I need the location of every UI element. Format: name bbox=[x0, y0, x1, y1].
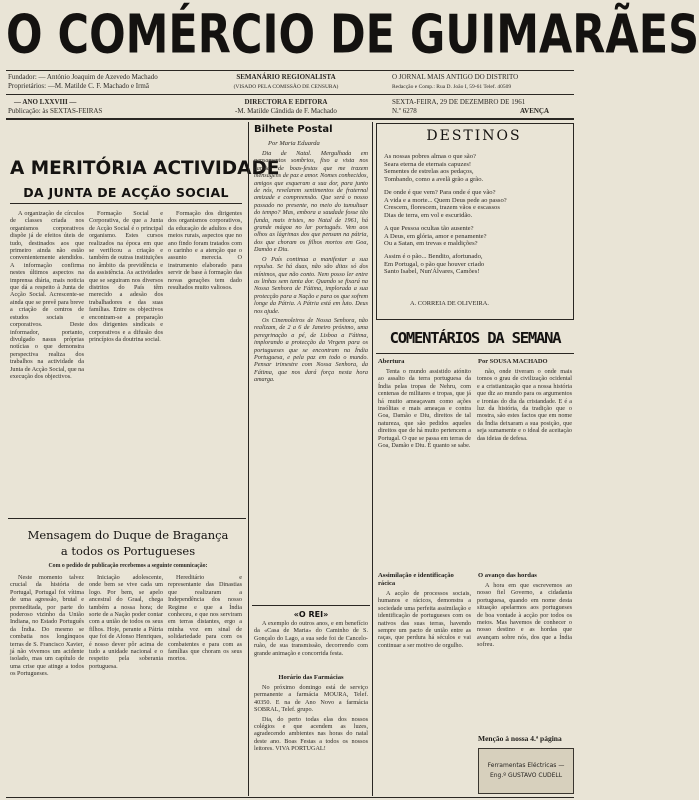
destinos-stanza-3: A que Pessoa ocultas tão ausente? A Deus, em glória, amor e penamente? Ou a Satan, em trevas e maldições? bbox=[384, 225, 487, 248]
price-label: AVENÇA bbox=[520, 107, 550, 115]
page-bottom-rule bbox=[6, 797, 574, 798]
destinos-signature: A. CORREIA DE OLIVEIRA. bbox=[410, 300, 489, 307]
comentarios-title: COMENTÁRIOS DA SEMANA bbox=[389, 329, 561, 347]
orei-title: «O REI» bbox=[293, 610, 329, 619]
published-label: Publicação: às SEXTAS-FEIRAS bbox=[8, 107, 103, 115]
main-article-end-rule bbox=[8, 518, 246, 519]
censorship-label: (VISADO PELA COMISSÃO DE CENSURA) bbox=[233, 84, 339, 90]
owners-line: Proprietários: —M. Matilde C. F. Machado e Irmã bbox=[8, 82, 149, 90]
column-divider-1 bbox=[248, 122, 249, 796]
info-rule bbox=[6, 94, 574, 95]
comentarios-col2b: A hora em que escrevemos ao nosso fiel Governo, a cidadania portuguesa, quando em nome desta situação apelarmos aos portugueses de boa vontade à acção por todos os meios. Mas havemos de conhecer o nosso destino e as hordas que avançam sobre nós, dos que a Índia sofreu. bbox=[477, 582, 572, 649]
destinos-stanza-1: As nossas pobres almas o que são? Seara eterna de eternais capuzes! Sementes de estrelas aos pedaços, Tombando, como a avelã grão a grão. bbox=[384, 153, 484, 184]
advert-text: Ferramentas Eléctricas — Eng.º GUSTAVO CUDELL bbox=[487, 762, 565, 779]
oldest-label: O JORNAL MAIS ANTIGO DO DISTRITO bbox=[392, 73, 519, 81]
duke-lead: Com o pedido de publicação recebemos a seguinte comunicação: bbox=[48, 563, 208, 569]
founder-line: Fundador: — António Joaquim de Azevedo Machado bbox=[8, 73, 158, 81]
issue-number: N.º 6278 bbox=[392, 107, 417, 115]
newspaper-title: O COMÉRCIO DE GUIMARÃES bbox=[6, 3, 699, 67]
comentarios-col1b: A acção de processos sociais, humanos e rácicos, demonstra a sociedade uma perfeita assimilação e identificação de portugueses com os nativos das suas terras, havendo sempre um pacto de união entre as raças, que perdura há séculos e vai continuar a ser motivo de orgulho. bbox=[378, 590, 471, 649]
duke-headline-line1: Mensagem do Duque de Bragança bbox=[27, 528, 229, 542]
weekly-label: SEMANÁRIO REGIONALISTA bbox=[236, 73, 336, 81]
comentarios-rule bbox=[376, 353, 574, 354]
comentarios-section-abertura: Abertura bbox=[378, 358, 405, 365]
main-article-col3: Formação dos dirigentes dos organismos corporativos, da educação de adultos e dos meios rurais, aspectos que no ano findo foram tratados com o carinho e a atenção que o assunto merecia. O instrumento elaborado para servir de base à formação das novas gerações tem dado resultados muito valiosos. bbox=[168, 210, 242, 292]
duke-headline-line2: a todos os Portugueses bbox=[60, 544, 196, 558]
masthead-rule bbox=[6, 70, 574, 71]
comentarios-byline: Por SOUSA MACHADO bbox=[478, 358, 548, 365]
main-headline-rule bbox=[10, 203, 242, 204]
duke-article-col2: Iniciação adolescente, onde bem se vive cada um logo. Por bem, se apelo ancestral do Graal, chega também a nossa hora; de sorte de a Nação poder contar com a união de todos os seus filhos. Hoje, perante a Pátria que foi de Afonso Henriques, é nosso dever pôr acima de tudo a unidade nacional e o respeito pela soberania portuguesa. bbox=[89, 574, 163, 670]
duke-article-col1: Neste momento talvez crucial da história de Portugal, Portugal foi vítima de uma agressão, brutal e premeditada, por parte do poderoso vizinho da União Indiana, no Estado Português da Índia. Do mesmo se combatia nos longínquos terras de S. Francisco Xavier, já não vivemos um acidente isolado, mas um capítulo de uma crise que atinge a todos os Portugueses. bbox=[10, 574, 84, 678]
comentarios-section-assimilacao: Assimilação e identificação rácica bbox=[378, 572, 454, 587]
main-headline: A MERITÓRIA ACTIVIDADE bbox=[10, 158, 280, 179]
director-name: -M. Matilde Cândida de F. Machado bbox=[235, 107, 337, 115]
advert-box bbox=[478, 748, 574, 794]
comentarios-col2: não, onde tiveram o onde mais tomos o grau de civilização ocidental e a cristianização que a nossa história que diz ao mundo para os argumentos e ironias do dia da cristandade. E é a luz da história, da tradição que o mostra, são estes factos que em nome da Índia deixaram a sua posição, que seja sumamente e o ideal de aceitação das ideias de defesa. bbox=[477, 368, 572, 442]
farmacia-title: Horário das Farmácias bbox=[278, 674, 344, 681]
bilhete-byline: Por Maria Eduarda bbox=[268, 140, 320, 147]
destinos-title: DESTINOS bbox=[426, 128, 522, 144]
comentarios-section-avanco: O avanço das hordas bbox=[478, 572, 537, 579]
year-label: — ANO LXXVIII — bbox=[14, 98, 77, 106]
bilhete-title: Bilhete Postal bbox=[254, 124, 333, 135]
issue-date: SEXTA-FEIRA, 29 DE DEZEMBRO DE 1961 bbox=[392, 98, 526, 106]
bilhete-text: Dia de Natal. Mergulhada em pensamentos sombrios, fixo a vista nos cartões de boas-festas que me trazem mensagens de paz e amor. Nomes conhecidos, amigos que esqueram a sua dor, para junto de nós, revelarem sentimentos de fraternal amizade e compreensão. Que será o nosso passado no presente, no meio do tumultuar do tempo? Mas, embora a saudade fosse tão funda, mais tristes, no Natal de 1961, há grande mágoa no lar português. Vem aos olhos as lágrimas dos que pensam na pátria, dos que choram os filhos mortos em Goa, Damão e Diu. O País continua a manifestar a sua repulsa. Se há duas, não são ditas só dos mínimos, que não conto. Nem posso ler entre as linhas sem tanta dor. Quando se fixará na Nossa Senhora de Fátima, implorada a sua protecção para a Nação e para os que sofrem longe da Pátria. A Pátria está em luto. Deus nos ajude. Os Cinemoleiros de Nossa Senhora, não realizam, de 2 a 6 de Janeiro próximo, uma peregrinação a pé, de Lisboa a Fátima, implorando a protecção da Virgem para os portugueses que se encontram na Índia Portuguesa, e pela paz em todo o mundo. Pensar trimestre com Nossa Senhora, da Fátima, que nos dará força nesta hora amarga. bbox=[254, 150, 368, 384]
address-label: Redacção e Comp.: Rua D. João I, 59-61 Telef. 40509 bbox=[392, 84, 512, 90]
comentarios-footer: Menção à nossa 4.ª página bbox=[478, 734, 562, 743]
column-divider-2 bbox=[372, 122, 373, 796]
director-label: DIRECTORA E EDITORA bbox=[244, 98, 328, 106]
destinos-stanza-4: Assim é o pão... Bendito, afortunado, Em Portugal, o pão que houver criado Santo Isabel, Nun'Álvares, Camões! bbox=[384, 253, 485, 276]
header-bottom-rule bbox=[6, 118, 574, 120]
orei-text: A exemplo do outros anos, e em benefício da «Casa de Maria» do Caminho de S. Gonçalo do Lago, a sua sede foi de Cancelo-ruão, de sua transmissão, decorrendo com grande animação e concorrida festa. bbox=[254, 620, 368, 657]
main-article-col2: Formação Social e Corporativa, de que a Junta de Acção Social é o principal organismo. Estes cursos realizados na época em que se verificou a criação e também de outras instituições no âmbito da previdência e da assistência. As actividades que se seguiram nos diversos distritos do País têm merecido a adesão dos trabalhadores e das suas famílias. Entre os objectivos encontram-se a preparação dos dirigentes sindicais e corporativos e a difusão dos princípios da doutrina social. bbox=[89, 210, 163, 343]
destinos-stanza-2: De onde é que vem? Para onde é que vão? A vida e a morte... Quem Deus pede ao passo? Crescem, florescem, trazem vãos e escassos Dias de terra, em vol e escuridão. bbox=[384, 189, 507, 220]
duke-article-col3: Hereditário e representante das Dinastias que realizaram a Independência dos nosso Regime e que a Índia conheceu, e que nos serviram em terras distantes, ergo a minha voz em sinal de solidariedade para com os combatentes e para com as famílias que choram os seus mortos. bbox=[168, 574, 242, 663]
bilhete-end-rule bbox=[252, 605, 370, 606]
main-article-col1: A organização de círculos de classes criada nos organismos corporativos dispõe já de efeitos úteis de tudo, destinados aos que primeiro ainda não estão convenientemente atendidos. A informação confirma nestes últimos aspectos na imprensa diária, mais noticia que dá a respeito à Junta de Acção Social. Acrescente-se ainda que se prevê para breve a criação de centros de estudos sociais e corporativos. Deste informador, portanto, divulgado nasus próprias notícias o que demonstra perspectiva realiza dos trabalhos na actividade da Junta de Acção Social, que na execução dos objectivos. bbox=[10, 210, 84, 380]
farmacia-text: No próximo domingo está de serviço permanente a farmácia MOURA, Telef. 40350. E na de Ano Novo a farmácia SOBRAL, Telef. grupo. Dia, do perto todas elas dos nossos colégios e que acendem as luzes, agradecendo ambientes nas horas do natal deste ano. Boas Festas a todos os nossos leitores. VIVA PORTUGAL! bbox=[254, 684, 368, 753]
main-subheadline: DA JUNTA DE ACÇÃO SOCIAL bbox=[23, 185, 229, 200]
comentarios-col1: Tenta o mundo assistido atónito ao assalto da terra portuguesa da Índia pelas tropas de Nehru, com centenas de militares e tropas, que já há muito ameaçavam como ações insólitas e mais ameaças e contra Goa, Damão e Diu, direitos de tal natureza, que são pedidos aqueles direitos que de há muito pertencem a Portugal. O que se passa em terras de Goa, Damão e Diu. É quanto se sabe. bbox=[378, 368, 471, 450]
